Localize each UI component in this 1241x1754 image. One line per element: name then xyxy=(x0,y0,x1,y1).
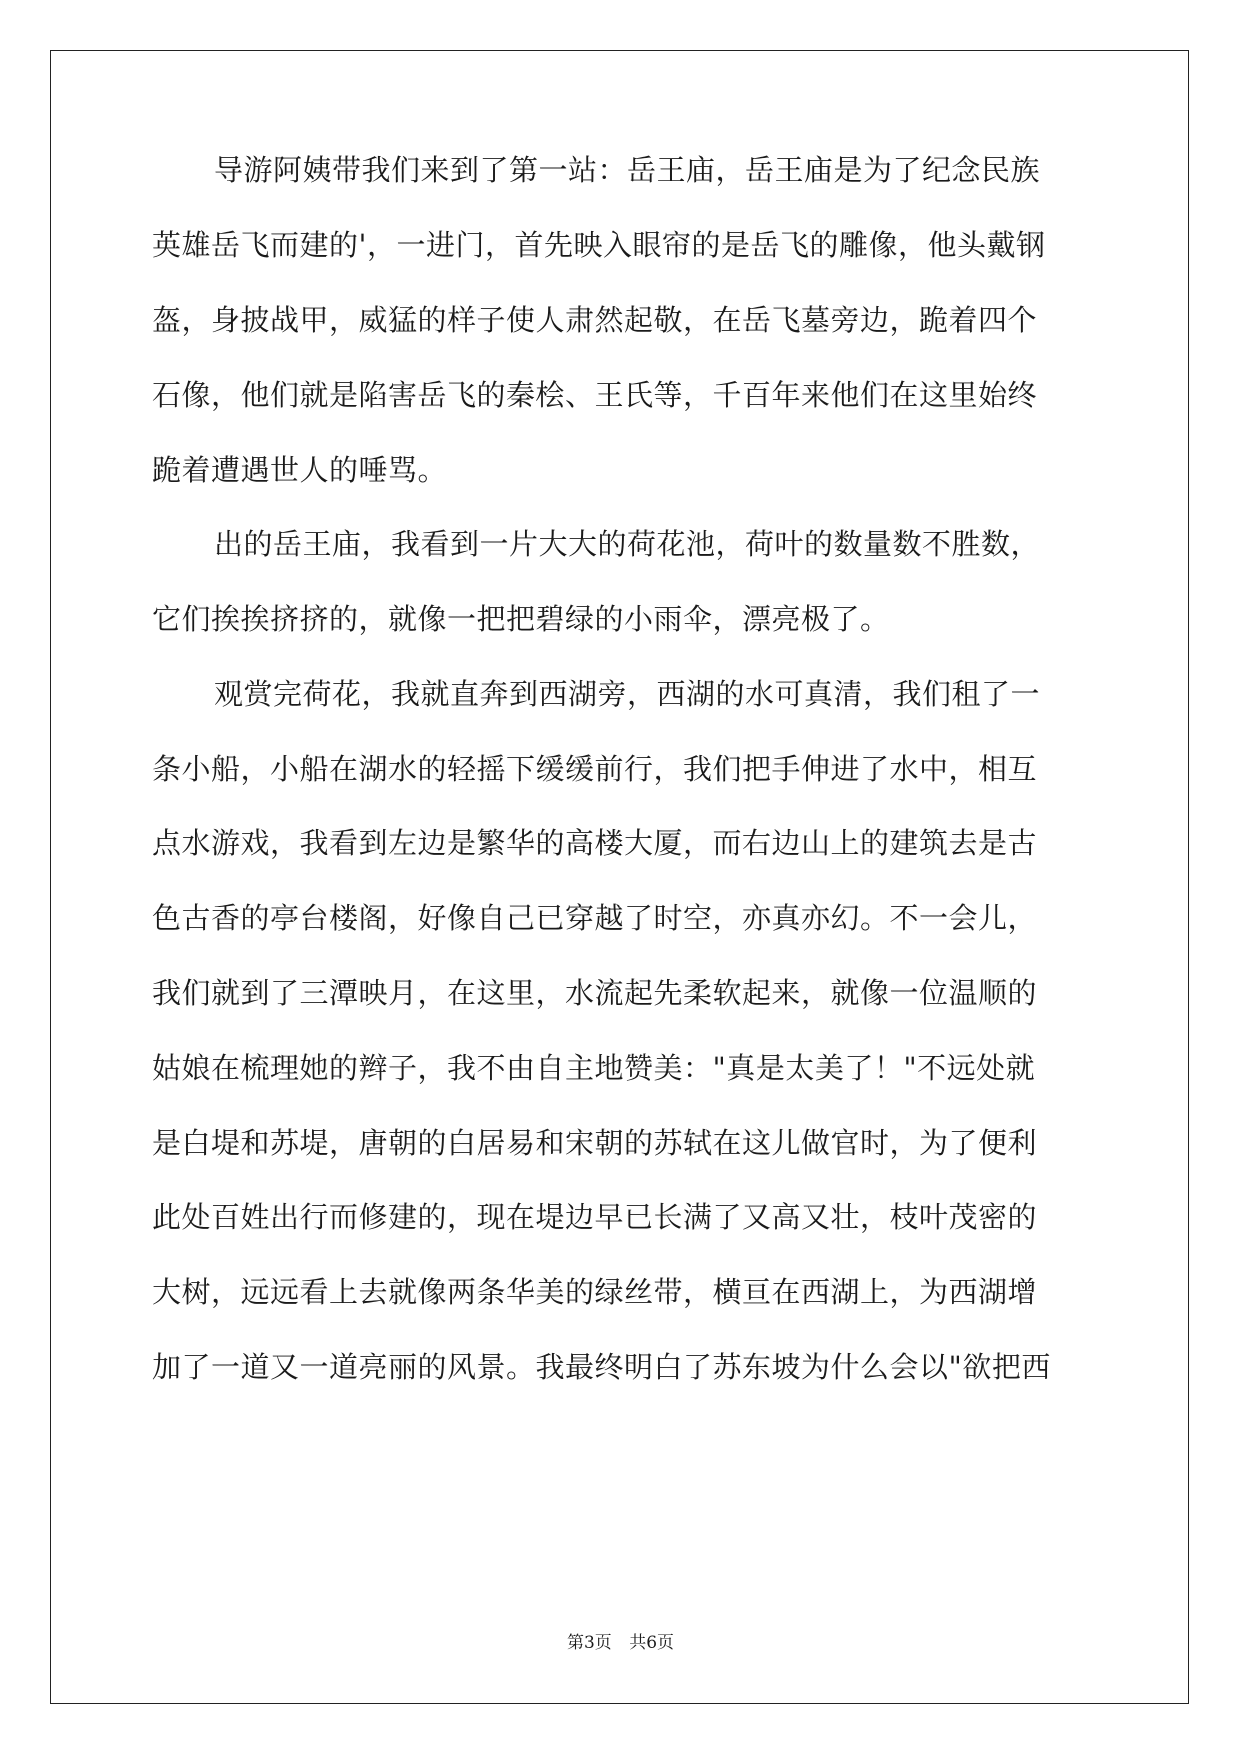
text-line: 条小船，小船在湖水的轻摇下缓缓前行，我们把手伸进了水中，相互 xyxy=(152,752,1038,786)
text-line: 出的岳王庙，我看到一片大大的荷花池，荷叶的数量数不胜数， xyxy=(214,527,1041,561)
text-line: 是白堤和苏堤，唐朝的白居易和宋朝的苏轼在这儿做官时，为了便利 xyxy=(152,1126,1038,1160)
text-line: 石像，他们就是陷害岳飞的秦桧、王氏等，千百年来他们在这里始终 xyxy=(152,378,1038,412)
text-line: 大树，远远看上去就像两条华美的绿丝带，横亘在西湖上，为西湖增 xyxy=(152,1275,1038,1309)
text-line: 我们就到了三潭映月，在这里，水流起先柔软起来，就像一位温顺的 xyxy=(152,976,1038,1010)
page-number: 第3页 xyxy=(566,1633,612,1653)
page-border xyxy=(50,50,1189,1704)
text-line: 它们挨挨挤挤的，就像一把把碧绿的小雨伞，漂亮极了。 xyxy=(152,602,890,636)
text-line: 姑娘在梳理她的辫子，我不由自主地赞美："真是太美了！"不远处就 xyxy=(152,1051,1036,1085)
text-line: 跪着遭遇世人的唾骂。 xyxy=(152,453,448,487)
text-line: 点水游戏，我看到左边是繁华的高楼大厦，而右边山上的建筑去是古 xyxy=(152,826,1038,860)
page-footer xyxy=(0,1628,1241,1653)
text-line: 加了一道又一道亮丽的风景。我最终明白了苏东坡为什么会以"欲把西 xyxy=(152,1350,1051,1384)
text-line: 此处百姓出行而修建的，现在堤边早已长满了又高又壮，枝叶茂密的 xyxy=(152,1200,1038,1234)
text-line: 导游阿姨带我们来到了第一站：岳王庙，岳王庙是为了纪念民族 xyxy=(214,153,1041,187)
text-line: 盔，身披战甲，威猛的样子使人肃然起敬，在岳飞墓旁边，跪着四个 xyxy=(152,303,1038,337)
text-line: 英雄岳飞而建的'，一进门，首先映入眼帘的是岳飞的雕像，他头戴钢 xyxy=(152,228,1046,262)
text-line: 色古香的亭台楼阁，好像自己已穿越了时空，亦真亦幻。不一会儿， xyxy=(152,901,1038,935)
text-line: 观赏完荷花，我就直奔到西湖旁，西湖的水可真清，我们租了一 xyxy=(214,677,1041,711)
page-total: 共6页 xyxy=(629,1633,675,1653)
